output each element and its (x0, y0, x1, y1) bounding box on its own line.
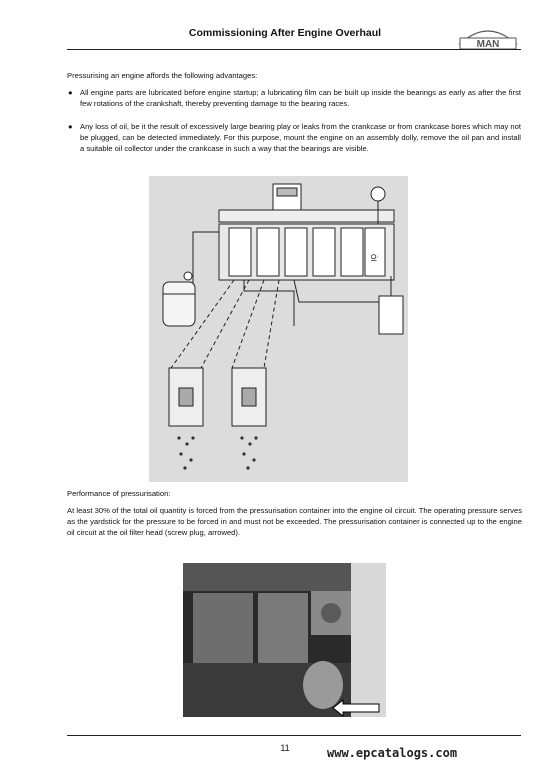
page-number: 11 (280, 743, 290, 753)
svg-text:Öl: Öl (369, 254, 376, 261)
performance-text: At least 30% of the total oil quantity is forced from the pressurisation container into the engine oil circuit. The operating pressure serves as the yardstick for the pressure to be forced in and must not be exceeded. The pressurisation container is connected up to the engine oil circuit at the oil filter head (screw plug, arrowed). (67, 506, 522, 537)
bullet-text: All engine parts are lubricated before engine startup; a lubricating film can be built up inside the bearings as early as after the first few rotations of the crankshaft, thereby preventing damage to the bearing races. (80, 88, 521, 108)
lubrication-diagram (149, 176, 408, 482)
bullet-item-1 (67, 87, 522, 121)
bullet-dot: ● (68, 88, 73, 97)
man-logo (458, 22, 518, 52)
performance-heading: Performance of pressurisation: (67, 489, 171, 498)
intro-text: Pressurising an engine affords the following advantages: (67, 71, 258, 80)
bullet-item-2 (67, 121, 522, 167)
bullet-text: Any loss of oil, be it the result of excessively large bearing play or leaks from the crankcase or from crankcase bores which may not be plugged, can be detected immediately. For this purpose, mount the engine on an assembly dolly, remove the oil pan and install a suitable oil collector under the crankcase in such a way that the bearings are visible. (80, 122, 521, 153)
header-rule (67, 49, 521, 50)
footer-rule (67, 735, 521, 736)
bullet-dot: ● (68, 122, 73, 131)
page-title: Commissioning After Engine Overhaul (188, 27, 382, 39)
svg-text:MAN: MAN (476, 39, 500, 50)
engine-photo (183, 563, 386, 717)
watermark-text: www.epcatalogs.com (327, 746, 458, 760)
